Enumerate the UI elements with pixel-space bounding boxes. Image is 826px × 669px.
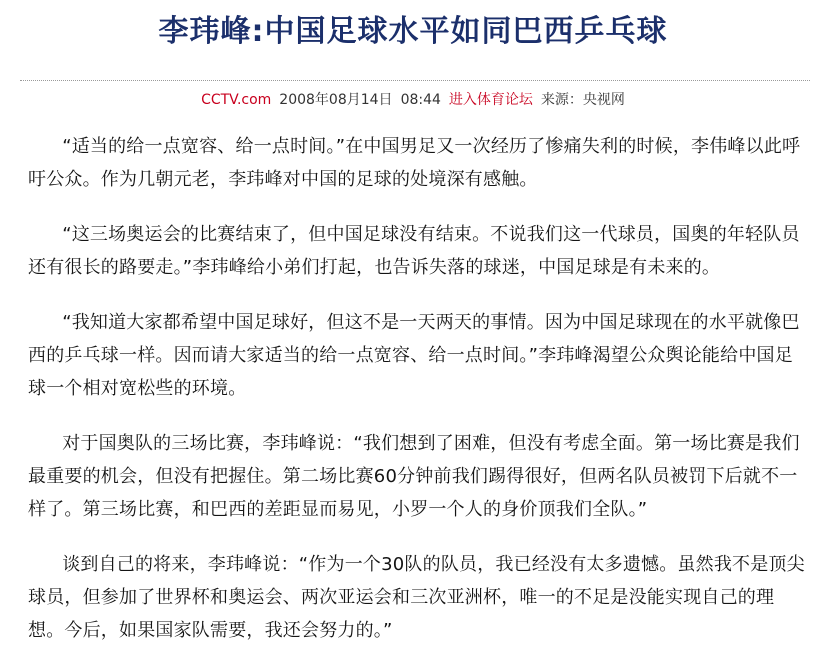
paragraph-5: 谈到自己的将来，李玮峰说：“作为一个30队的队员，我已经没有太多遗憾。虽然我不是顶尖球员，但参加了世界杯和奥运会、两次亚运会和三次亚洲杯，唯一的不足是没能实现自己的理想。今后，如果国家队需要，我还会努力的。”	[28, 554, 805, 641]
publish-time: 08:44	[400, 92, 441, 108]
paragraph-1: “适当的给一点宽容、给一点时间。”在中国男足又一次经历了惨痛失利的时候，李伟峰以此呼吁公众。作为几朝元老，李玮峰对中国的足球的处境深有感触。	[28, 136, 801, 190]
article-title: 李玮峰:中国足球水平如同巴西乒乓球	[158, 14, 668, 49]
sports-forum-link[interactable]: 进入体育论坛	[448, 92, 533, 108]
paragraph-2: “这三场奥运会的比赛结束了，但中国足球没有结束。不说我们这一代球员，国奥的年轻队员还有很长的路要走。”李玮峰给小弟们打起，也告诉失落的球迷，中国足球是有未来的。	[28, 224, 800, 278]
article-meta	[0, 88, 826, 112]
source-label: 来源：	[540, 92, 583, 108]
paragraph-4: 对于国奥队的三场比赛，李玮峰说：“我们想到了困难，但没有考虑全面。第一场比赛是我们最重要的机会，但没有把握住。第二场比赛60分钟前我们踢得很好，但两名队员被罚下后就不一样了。第三场比赛，和巴西的差距显而易见，小罗一个人的身价顶我们全队。”	[28, 433, 800, 520]
title-divider	[20, 80, 810, 81]
paragraph-3: “我知道大家都希望中国足球好，但这不是一天两天的事情。因为中国足球现在的水平就像巴西的乒乓球一样。因而请大家适当的给一点宽容、给一点时间。”李玮峰渴望公众舆论能给中国足球一个相对宽松些的环境。	[28, 312, 800, 399]
article-body	[28, 130, 808, 669]
site-name[interactable]: CCTV.com	[201, 92, 272, 108]
publish-date: 2008年08月14日	[279, 92, 393, 108]
source-name: 央视网	[582, 92, 625, 108]
